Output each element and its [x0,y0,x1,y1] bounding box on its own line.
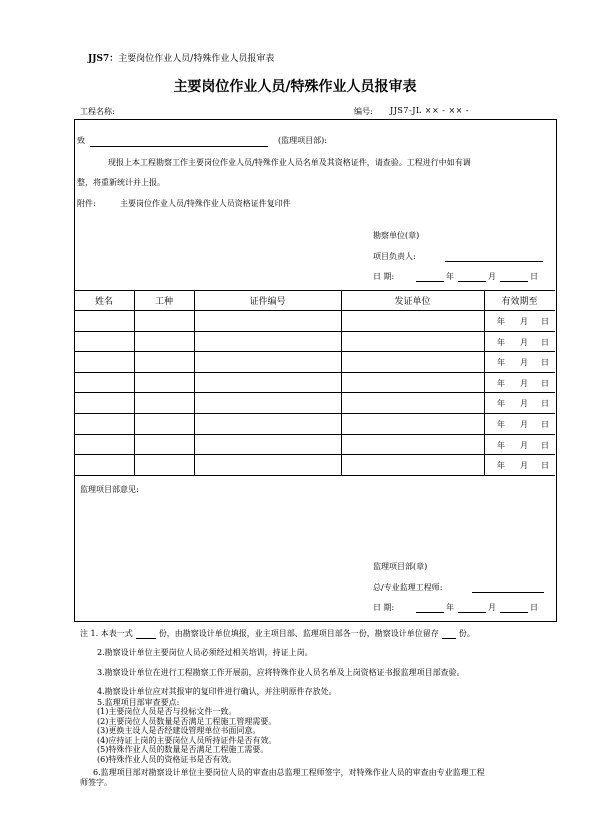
survey-org-seal-label: 勘察单位(章) [373,231,420,240]
validity-date-unit: 年 [497,461,505,471]
validity-date-unit: 月 [520,461,528,471]
note-5-6: (6)特殊作业人员的资格证书是否有效。 [97,755,237,764]
year-label: 年 [446,272,454,281]
year-field[interactable] [416,281,444,282]
attachment-text: 主要岗位作业人员/特殊作业人员资格证件复印件 [120,199,291,208]
note-1-part-c: 份。 [458,629,475,638]
opinion-month-field[interactable] [458,612,486,613]
retained-copies-field[interactable] [442,629,456,639]
engineer-field[interactable] [472,592,544,593]
validity-date-unit: 月 [520,378,528,388]
form-code: JJS7： [88,54,119,64]
attachment-label: 附件: [77,199,96,208]
validity-date-unit: 月 [520,358,528,368]
form-code-title: 主要岗位作业人员/特殊作业人员报审表 [118,54,275,64]
table-rule [74,290,555,291]
note-6-line-1: 6.监理项目部对勘察设计单位主要岗位人员的审查由总监理工程师签字，对特殊作业人员的审查由专业监理工程 [93,768,485,777]
validity-date-unit: 月 [520,440,528,450]
table-header-cell: 姓名 [94,297,113,307]
table-row [74,392,555,413]
validity-date-unit: 日 [541,461,549,471]
note-1-part-a: 注 1. 本表一式 [80,629,133,638]
note-5: 5.监理项目部审查要点: [97,698,180,707]
validity-date-unit: 年 [497,440,505,450]
validity-date-unit: 日 [541,440,549,450]
opinion-month-label: 月 [488,603,496,612]
validity-date-unit: 日 [541,317,549,326]
validity-date-unit: 年 [497,399,505,409]
note-3: 3.勘察设计单位在进行工程勘察工作开展前，应将特殊作业人员名单及上岗资格证书报监理项目部查验。 [97,668,465,677]
month-field[interactable] [458,281,486,282]
opinion-label: 监理项目部意见: [80,485,139,494]
validity-date-unit: 日 [541,358,549,368]
validity-date-unit: 月 [520,420,528,429]
number-value: JJS7-JL ×× - ×× - [390,106,470,115]
opinion-day-label: 日 [530,603,538,612]
note-1 [80,628,475,639]
table-rule [74,475,555,476]
project-leader-label: 项目负责人: [373,252,416,261]
copies-field[interactable] [136,629,156,639]
note-5-1: (1)主要岗位人员是否与投标文件一致。 [97,707,237,716]
validity-date-unit: 年 [497,378,505,388]
table-header-cell: 有效期至 [501,297,538,307]
day-field[interactable] [500,281,528,282]
date-label: 日 期: [373,272,395,281]
table-row [74,351,555,372]
supervision-seal-label: 监理项目部(章) [373,562,428,571]
opinion-day-field[interactable] [500,612,528,613]
note-5-4: (4)应持证上岗的主要岗位人员所持证件是否有效。 [97,736,277,745]
validity-date-unit: 日 [541,378,549,388]
note-5-3: (3)更换主设人是否经建设管理单位书面同意。 [97,726,261,735]
letter-body-line-1: 现报上本工程勘察工作主要岗位作业人员/特殊作业人员名单及其资格证件，请查验。工程进行中如有调 [108,158,471,167]
note-5-5: (5)特殊作业人员的数量是否满足工程施工需要。 [97,745,269,754]
day-label: 日 [530,272,538,281]
validity-date-unit: 月 [520,317,528,326]
number-label: 编号: [354,107,373,116]
validity-date-unit: 年 [497,358,505,368]
validity-date-unit: 月 [520,337,528,347]
month-label: 月 [488,272,496,281]
table-header-cell: 工种 [154,297,173,307]
note-2: 2.勘察设计单位主要岗位人员必须经过相关培训，持证上岗。 [97,648,313,657]
table-row [74,413,555,434]
validity-date-unit: 年 [497,317,505,326]
validity-date-unit: 年 [497,337,505,347]
project-leader-field[interactable] [445,261,543,262]
engineer-label: 总/专业监理工程师: [373,583,443,592]
validity-date-unit: 日 [541,337,549,347]
project-name-label: 工程名称: [80,107,115,116]
opinion-year-field[interactable] [416,612,444,613]
table-row [74,454,555,475]
table-row [74,434,555,455]
validity-date-unit: 年 [497,420,505,429]
table-row [74,310,555,331]
table-row [74,372,555,393]
to-suffix: (监理项目部): [278,136,327,145]
page-title: 主要岗位作业人员/特殊作业人员报审表 [173,79,417,95]
note-6-line-2: 师签字。 [80,778,112,787]
note-1-part-b: 份，由勘察设计单位填报，业主项目部、监理项目部各一份，勘察设计单位留存 [158,629,439,638]
table-header-cell: 发证单位 [394,297,431,307]
note-5-2: (2)主要岗位人员数量是否满足工程施工管理需要。 [97,717,277,726]
form-code-line [88,51,274,64]
to-label: 致 [77,136,85,145]
note-4: 4.勘察设计单位应对其报审的复印件进行确认，并注明原件存放处。 [97,687,337,696]
validity-date-unit: 日 [541,420,549,429]
table-header-cell: 证件编号 [249,297,286,307]
letter-body-line-2: 整，将重新统计并上报。 [77,178,165,187]
opinion-date-label: 日 期: [373,603,395,612]
opinion-year-label: 年 [446,603,454,612]
validity-date-unit: 月 [520,399,528,409]
validity-date-unit: 日 [541,399,549,409]
table-row [74,331,555,352]
recipient-field[interactable] [90,146,268,147]
